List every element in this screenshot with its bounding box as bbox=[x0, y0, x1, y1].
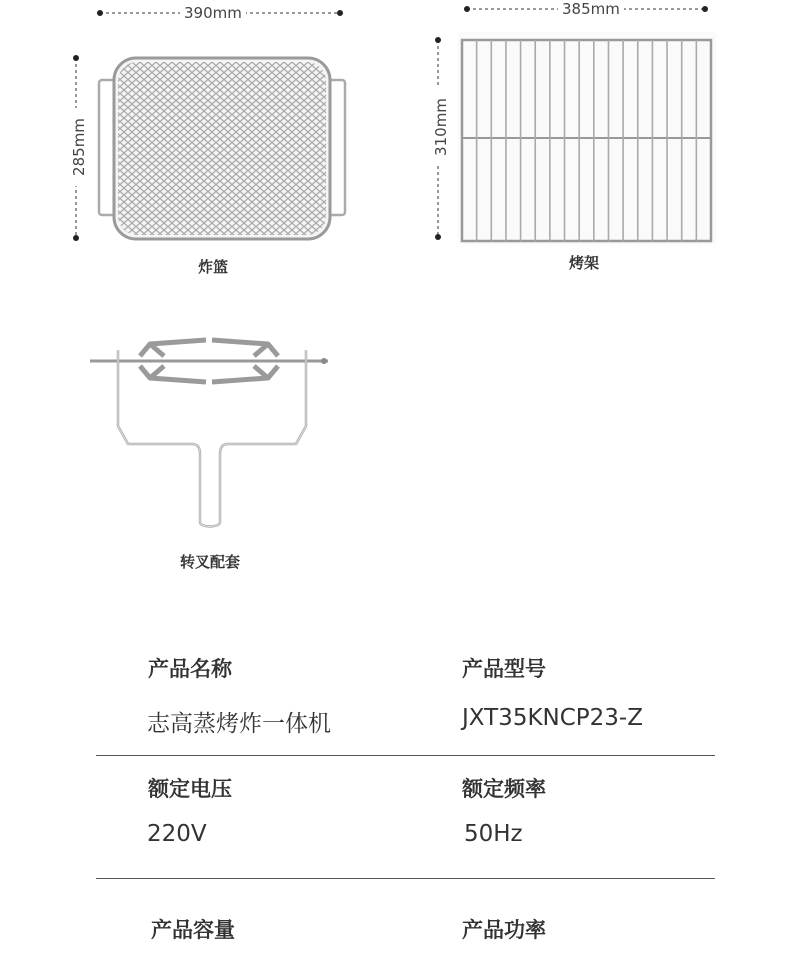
spec-label-power: 产品功率 bbox=[462, 918, 546, 942]
spec-divider bbox=[96, 878, 715, 879]
rack-height-label: 310mm bbox=[432, 88, 450, 166]
fry-basket-image bbox=[96, 55, 348, 245]
spec-label-capacity: 产品容量 bbox=[151, 918, 235, 942]
fry-basket-caption: 炸篮 bbox=[198, 258, 229, 276]
spec-value-rated-frequency: 50Hz bbox=[464, 821, 523, 847]
basket-width-label: 390mm bbox=[180, 4, 246, 22]
spec-value-product-name: 志高蒸烤炸一体机 bbox=[147, 711, 331, 737]
spec-label-rated-frequency: 额定频率 bbox=[462, 777, 546, 801]
baking-rack-image bbox=[458, 32, 716, 244]
rotisserie-caption: 转叉配套 bbox=[180, 553, 241, 571]
spec-label-product-name: 产品名称 bbox=[148, 657, 232, 681]
basket-height-label: 285mm bbox=[70, 108, 88, 186]
spec-value-model: JXT35KNCP23-Z bbox=[462, 705, 643, 731]
rack-width-label: 385mm bbox=[558, 0, 624, 18]
rotisserie-set-image bbox=[88, 336, 333, 532]
spec-label-model: 产品型号 bbox=[462, 657, 546, 681]
baking-rack-caption: 烤架 bbox=[569, 254, 600, 272]
spec-value-rated-voltage: 220V bbox=[147, 821, 207, 847]
spec-divider bbox=[96, 755, 715, 756]
spec-label-rated-voltage: 额定电压 bbox=[148, 777, 232, 801]
